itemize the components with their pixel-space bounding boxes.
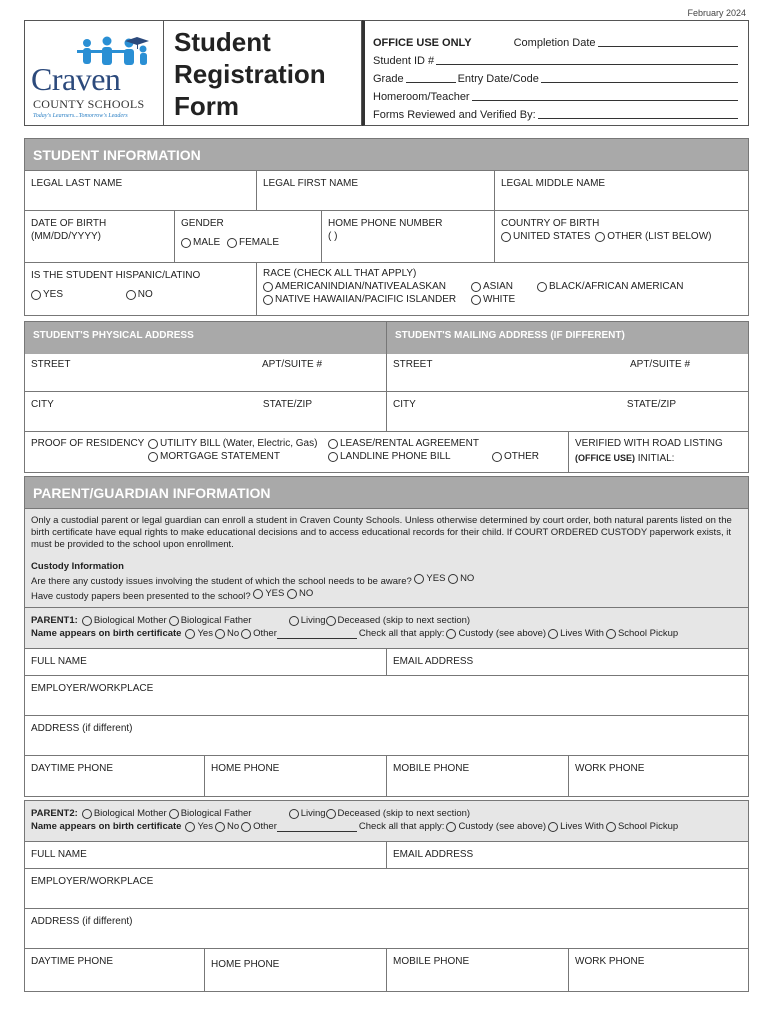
country-of-birth-field bbox=[495, 211, 748, 262]
p1-cert-yes-label: Yes bbox=[197, 628, 213, 639]
parent1-section bbox=[24, 607, 749, 797]
p2-living-label: Living bbox=[300, 808, 326, 819]
q1-no-label: NO bbox=[460, 573, 475, 584]
p1-home-label: HOME PHONE bbox=[211, 763, 280, 774]
other-country-label: OTHER (LIST BELOW) bbox=[607, 231, 712, 242]
proof-landline-option[interactable] bbox=[328, 450, 492, 463]
q2-yes-radio-icon bbox=[253, 589, 263, 599]
gender-male-option[interactable] bbox=[181, 236, 220, 249]
race-white-check-icon bbox=[471, 295, 481, 305]
road-listing-verification[interactable] bbox=[569, 432, 748, 472]
country-us-option[interactable] bbox=[501, 230, 590, 243]
p1-lives-with-option[interactable] bbox=[548, 627, 604, 640]
p2-cert-other-label: Other bbox=[253, 821, 277, 832]
hispanic-no-label: NO bbox=[137, 289, 153, 300]
race-black-check-icon bbox=[537, 282, 547, 292]
mailing-state-zip-label: STATE/ZIP bbox=[626, 399, 676, 410]
p1-mother-radio-icon bbox=[82, 616, 92, 626]
p1-cert-other-radio-icon bbox=[241, 629, 251, 639]
country-other-option[interactable] bbox=[595, 230, 711, 243]
physical-street-field[interactable] bbox=[25, 352, 387, 391]
p1-cert-other-option[interactable] bbox=[241, 627, 357, 640]
race-label: RACE (CHECK ALL THAT APPLY) bbox=[263, 268, 417, 279]
form-header bbox=[24, 20, 749, 126]
p2-custody-check-icon bbox=[446, 822, 456, 832]
homeroom-label: Homeroom/Teacher bbox=[373, 91, 470, 103]
p1-mobile-label: MOBILE PHONE bbox=[393, 763, 470, 774]
parent2-label: PARENT2: bbox=[31, 808, 78, 819]
p2-cert-other-field[interactable] bbox=[277, 822, 357, 832]
legal-middle-name-label: LEGAL MIDDLE NAME bbox=[501, 178, 606, 189]
physical-city-field[interactable] bbox=[25, 392, 387, 431]
parent1-living-option[interactable] bbox=[289, 614, 326, 627]
physical-state-zip-label: STATE/ZIP bbox=[262, 399, 312, 410]
parent2-mobile-phone-field[interactable] bbox=[387, 949, 569, 991]
dob-format-label: (MM/DD/YYYY) bbox=[31, 231, 101, 242]
office-use-box bbox=[362, 20, 749, 126]
parent2-full-name-field[interactable] bbox=[25, 842, 387, 868]
p1-custody-option[interactable] bbox=[446, 627, 546, 640]
p2-cert-yes-radio-icon bbox=[185, 822, 195, 832]
mortgage-radio-icon bbox=[148, 452, 158, 462]
form-title bbox=[164, 20, 362, 126]
hispanic-field bbox=[25, 263, 257, 315]
parent2-bio-father-option[interactable] bbox=[169, 807, 289, 820]
race-asian-label: ASIAN bbox=[483, 281, 514, 292]
race-ai-label: AMERICANINDIAN/NATIVEALASKAN bbox=[275, 281, 446, 292]
parent1-full-name-field[interactable] bbox=[25, 649, 387, 675]
parent1-deceased-option[interactable] bbox=[326, 614, 471, 627]
p1-pickup-option[interactable] bbox=[606, 627, 678, 640]
p1-cert-no-option[interactable] bbox=[215, 627, 239, 640]
p2-mother-radio-icon bbox=[82, 809, 92, 819]
p2-lives-with-option[interactable] bbox=[548, 820, 604, 833]
hispanic-yes-radio-icon bbox=[31, 290, 41, 300]
hispanic-yes-option[interactable] bbox=[31, 288, 63, 301]
home-phone-field[interactable] bbox=[322, 211, 495, 262]
title-line-2: Registration bbox=[174, 59, 326, 89]
legal-middle-name-field[interactable] bbox=[495, 171, 748, 210]
race-native-hawaiian-option[interactable] bbox=[263, 293, 471, 306]
p1-father-radio-icon bbox=[169, 616, 179, 626]
parent2-section bbox=[24, 800, 749, 992]
physical-address-header: STUDENT'S PHYSICAL ADDRESS bbox=[25, 322, 387, 354]
parent2-living-option[interactable] bbox=[289, 807, 326, 820]
hispanic-no-radio-icon bbox=[126, 290, 136, 300]
custody-question-2: Have custody papers been presented to the school? bbox=[31, 591, 251, 602]
completion-date-label: Completion Date bbox=[513, 37, 596, 49]
us-label: UNITED STATES bbox=[513, 231, 591, 242]
guardian-section bbox=[24, 476, 749, 608]
q2-no-label: NO bbox=[299, 588, 314, 599]
landline-label: LANDLINE PHONE BILL bbox=[340, 451, 451, 462]
physical-apt-label: APT/SUITE # bbox=[261, 359, 322, 370]
date-of-birth-field[interactable] bbox=[25, 211, 175, 262]
physical-street-label: STREET bbox=[31, 359, 71, 370]
p2-living-radio-icon bbox=[289, 809, 299, 819]
student-id-label: Student ID # bbox=[373, 55, 435, 67]
title-line-1: Student bbox=[174, 27, 271, 57]
p2-home-label: HOME PHONE bbox=[211, 959, 280, 970]
hispanic-label: IS THE STUDENT HISPANIC/LATINO bbox=[31, 270, 201, 281]
parent1-relationship bbox=[25, 608, 748, 648]
parent1-work-phone-field[interactable] bbox=[569, 756, 748, 796]
parent2-bio-mother-option[interactable] bbox=[82, 807, 167, 820]
p1-birth-cert-label: Name appears on birth certificate bbox=[31, 628, 182, 639]
p1-lives-label: Lives With bbox=[560, 628, 604, 639]
entry-date-field[interactable] bbox=[541, 82, 738, 83]
p1-deceased-label: Deceased (skip to next section) bbox=[337, 615, 471, 626]
p2-deceased-label: Deceased (skip to next section) bbox=[337, 808, 471, 819]
q2-yes-label: YES bbox=[265, 588, 285, 599]
entry-date-label: Entry Date/Code bbox=[457, 73, 539, 85]
parent2-daytime-phone-field[interactable] bbox=[25, 949, 205, 991]
title-line-3: Form bbox=[174, 91, 239, 121]
parent1-email-field[interactable] bbox=[387, 649, 748, 675]
homeroom-field[interactable] bbox=[472, 100, 738, 101]
mailing-street-field[interactable] bbox=[387, 352, 748, 391]
custody-info-title: Custody Information bbox=[31, 561, 124, 572]
hispanic-yes-label: YES bbox=[43, 289, 64, 300]
p2-cert-no-option[interactable] bbox=[215, 820, 239, 833]
race-black-label: BLACK/AFRICAN AMERICAN bbox=[549, 281, 684, 292]
p2-cert-no-radio-icon bbox=[215, 822, 225, 832]
mailing-city-field[interactable] bbox=[387, 392, 748, 431]
p2-deceased-radio-icon bbox=[326, 809, 336, 819]
p1-living-label: Living bbox=[300, 615, 326, 626]
gender-label: GENDER bbox=[181, 218, 224, 229]
lease-label: LEASE/RENTAL AGREEMENT bbox=[340, 438, 479, 449]
p2-check-all-label: Check all that apply: bbox=[358, 821, 445, 832]
p2-cert-other-radio-icon bbox=[241, 822, 251, 832]
landline-radio-icon bbox=[328, 452, 338, 462]
p1-email-label: EMAIL ADDRESS bbox=[393, 656, 474, 667]
grade-label: Grade bbox=[373, 73, 404, 85]
race-asian-option[interactable] bbox=[471, 280, 537, 293]
mailing-apt-label: APT/SUITE # bbox=[629, 359, 690, 370]
p2-lives-label: Lives With bbox=[560, 821, 604, 832]
parent1-employer-field[interactable] bbox=[25, 676, 748, 715]
parent2-employer-field[interactable] bbox=[25, 869, 748, 908]
parent2-relationship bbox=[25, 801, 748, 841]
race-white-label: WHITE bbox=[483, 294, 516, 305]
p2-email-label: EMAIL ADDRESS bbox=[393, 849, 474, 860]
p1-lives-check-icon bbox=[548, 629, 558, 639]
parent1-daytime-phone-field[interactable] bbox=[25, 756, 205, 796]
office-use-note: (OFFICE USE) bbox=[575, 453, 635, 463]
p2-address-label: ADDRESS (if different) bbox=[31, 916, 133, 927]
race-white-option[interactable] bbox=[471, 293, 515, 306]
p1-pickup-check-icon bbox=[606, 629, 616, 639]
p2-cert-no-label: No bbox=[226, 821, 240, 832]
parent2-home-phone-field[interactable] bbox=[205, 949, 387, 991]
p1-work-label: WORK PHONE bbox=[575, 763, 645, 774]
gender-female-option[interactable] bbox=[227, 236, 279, 249]
p1-cert-no-radio-icon bbox=[215, 629, 225, 639]
custody-q2-yes-option[interactable] bbox=[253, 588, 284, 600]
p1-father-label: Biological Father bbox=[180, 615, 252, 626]
proof-mortgage-option[interactable] bbox=[148, 450, 328, 463]
custody-q1-yes-option[interactable] bbox=[414, 573, 445, 585]
p1-daytime-label: DAYTIME PHONE bbox=[31, 763, 114, 774]
country-label: COUNTRY OF BIRTH bbox=[501, 218, 600, 229]
p1-custody-check-icon bbox=[446, 629, 456, 639]
proof-of-residency-field bbox=[25, 432, 569, 472]
mailing-city-label: CITY bbox=[393, 399, 416, 410]
p2-pickup-option[interactable] bbox=[606, 820, 678, 833]
parent1-address-field[interactable] bbox=[25, 716, 748, 755]
p1-cert-no-label: No bbox=[226, 628, 240, 639]
q1-no-radio-icon bbox=[448, 574, 458, 584]
p1-mother-label: Biological Mother bbox=[93, 615, 167, 626]
gender-field bbox=[175, 211, 322, 262]
p2-lives-check-icon bbox=[548, 822, 558, 832]
legal-first-name-label: LEGAL FIRST NAME bbox=[263, 178, 359, 189]
p1-cert-yes-option[interactable] bbox=[185, 627, 213, 640]
p2-father-radio-icon bbox=[169, 809, 179, 819]
other-country-radio-icon bbox=[595, 232, 605, 242]
forms-reviewed-field[interactable] bbox=[538, 118, 738, 119]
p1-cert-other-label: Other bbox=[253, 628, 277, 639]
office-use-title: OFFICE USE ONLY bbox=[373, 37, 472, 49]
district-logo bbox=[24, 20, 164, 126]
document-date: February 2024 bbox=[687, 8, 746, 18]
dob-label: DATE OF BIRTH bbox=[31, 218, 107, 229]
q1-yes-label: YES bbox=[426, 573, 446, 584]
phone-area-code: ( ) bbox=[328, 231, 338, 242]
parent1-mobile-phone-field[interactable] bbox=[387, 756, 569, 796]
mailing-address-header: STUDENT'S MAILING ADDRESS (IF DIFFERENT) bbox=[387, 322, 748, 354]
p2-cert-other-option[interactable] bbox=[241, 820, 357, 833]
lease-radio-icon bbox=[328, 439, 338, 449]
p2-cert-yes-option[interactable] bbox=[185, 820, 213, 833]
parent2-deceased-option[interactable] bbox=[326, 807, 471, 820]
custody-question-1: Are there any custody issues involving the student of which the school needs to be aware? bbox=[31, 576, 412, 587]
p2-birth-cert-label: Name appears on birth certificate bbox=[31, 821, 182, 832]
female-label: FEMALE bbox=[239, 237, 280, 248]
p1-cert-other-field[interactable] bbox=[277, 629, 357, 639]
proof-of-residency-label: PROOF OF RESIDENCY bbox=[31, 438, 145, 449]
address-section bbox=[24, 321, 749, 473]
p2-daytime-label: DAYTIME PHONE bbox=[31, 956, 114, 967]
p2-mother-label: Biological Mother bbox=[93, 808, 167, 819]
student-id-field[interactable] bbox=[436, 64, 738, 65]
legal-last-name-field[interactable] bbox=[25, 171, 257, 210]
p1-living-radio-icon bbox=[289, 616, 299, 626]
race-black-option[interactable] bbox=[537, 280, 683, 293]
logo-tagline: Today's Learners...Tomorrow's Leaders bbox=[33, 113, 128, 119]
custody-q1-no-option[interactable] bbox=[448, 573, 474, 585]
race-ai-check-icon bbox=[263, 282, 273, 292]
p1-check-all-label: Check all that apply: bbox=[358, 628, 445, 639]
parent1-bio-mother-option[interactable] bbox=[82, 614, 167, 627]
p1-full-name-label: FULL NAME bbox=[31, 656, 87, 667]
home-phone-label: HOME PHONE NUMBER bbox=[328, 218, 443, 229]
p2-full-name-label: FULL NAME bbox=[31, 849, 87, 860]
p1-deceased-radio-icon bbox=[326, 616, 336, 626]
logo-name: Craven bbox=[31, 61, 121, 97]
p1-employer-label: EMPLOYER/WORKPLACE bbox=[31, 683, 154, 694]
completion-date-field[interactable] bbox=[598, 46, 738, 47]
p1-custody-label: Custody (see above) bbox=[458, 628, 547, 639]
parent2-work-phone-field[interactable] bbox=[569, 949, 748, 991]
custodial-notice-text: Only a custodial parent or legal guardian can enroll a student in Craven County Schools. Unless otherwise determined by court order, both natural parents listed on the birth certificate have equal rights to make educational decisions and to access educational records for their child. If COURT ORDERED CUSTODY paperwork exists, it must be provided to the school upon enrollment. bbox=[31, 515, 732, 550]
p2-custody-label: Custody (see above) bbox=[458, 821, 547, 832]
p2-mobile-label: MOBILE PHONE bbox=[393, 956, 470, 967]
legal-last-name-label: LEGAL LAST NAME bbox=[31, 178, 123, 189]
hispanic-no-option[interactable] bbox=[126, 288, 153, 301]
female-radio-icon bbox=[227, 238, 237, 248]
student-information-header: STUDENT INFORMATION bbox=[25, 139, 748, 171]
custody-q2-no-option[interactable] bbox=[287, 588, 313, 600]
physical-city-label: CITY bbox=[31, 399, 54, 410]
parent1-home-phone-field[interactable] bbox=[205, 756, 387, 796]
utility-radio-icon bbox=[148, 439, 158, 449]
p2-custody-option[interactable] bbox=[446, 820, 546, 833]
other-proof-radio-icon bbox=[492, 452, 502, 462]
parent2-address-field[interactable] bbox=[25, 909, 748, 948]
grade-field[interactable] bbox=[406, 82, 456, 83]
p2-father-label: Biological Father bbox=[180, 808, 252, 819]
other-proof-label: OTHER bbox=[504, 451, 539, 462]
proof-other-option[interactable] bbox=[492, 450, 539, 463]
q1-yes-radio-icon bbox=[414, 574, 424, 584]
race-nh-check-icon bbox=[263, 295, 273, 305]
p2-work-label: WORK PHONE bbox=[575, 956, 645, 967]
male-radio-icon bbox=[181, 238, 191, 248]
p2-cert-yes-label: Yes bbox=[197, 821, 213, 832]
initial-label: INITIAL: bbox=[637, 453, 675, 464]
race-asian-check-icon bbox=[471, 282, 481, 292]
guardian-header: PARENT/GUARDIAN INFORMATION bbox=[25, 477, 748, 509]
p1-pickup-label: School Pickup bbox=[617, 628, 679, 639]
proof-utility-option[interactable] bbox=[148, 437, 328, 450]
race-american-indian-option[interactable] bbox=[263, 280, 471, 293]
us-radio-icon bbox=[501, 232, 511, 242]
guardian-notice bbox=[25, 509, 748, 608]
p2-employer-label: EMPLOYER/WORKPLACE bbox=[31, 876, 154, 887]
p2-pickup-label: School Pickup bbox=[617, 821, 679, 832]
utility-label: UTILITY BILL (Water, Electric, Gas) bbox=[160, 438, 318, 449]
forms-reviewed-label: Forms Reviewed and Verified By: bbox=[373, 109, 536, 121]
male-label: MALE bbox=[193, 237, 221, 248]
race-nh-label: NATIVE HAWAIIAN/PACIFIC ISLANDER bbox=[275, 294, 457, 305]
verified-label: VERIFIED WITH ROAD LISTING bbox=[575, 438, 723, 449]
race-field bbox=[257, 263, 748, 315]
q2-no-radio-icon bbox=[287, 589, 297, 599]
legal-first-name-field[interactable] bbox=[257, 171, 495, 210]
p1-cert-yes-radio-icon bbox=[185, 629, 195, 639]
student-information-section bbox=[24, 138, 749, 316]
parent1-label: PARENT1: bbox=[31, 615, 78, 626]
p2-pickup-check-icon bbox=[606, 822, 616, 832]
mortgage-label: MORTGAGE STATEMENT bbox=[160, 451, 281, 462]
logo-county: COUNTY SCHOOLS bbox=[33, 97, 145, 111]
mailing-street-label: STREET bbox=[393, 359, 433, 370]
p1-address-label: ADDRESS (if different) bbox=[31, 723, 133, 734]
parent2-email-field[interactable] bbox=[387, 842, 748, 868]
parent1-bio-father-option[interactable] bbox=[169, 614, 289, 627]
proof-lease-option[interactable] bbox=[328, 437, 479, 450]
